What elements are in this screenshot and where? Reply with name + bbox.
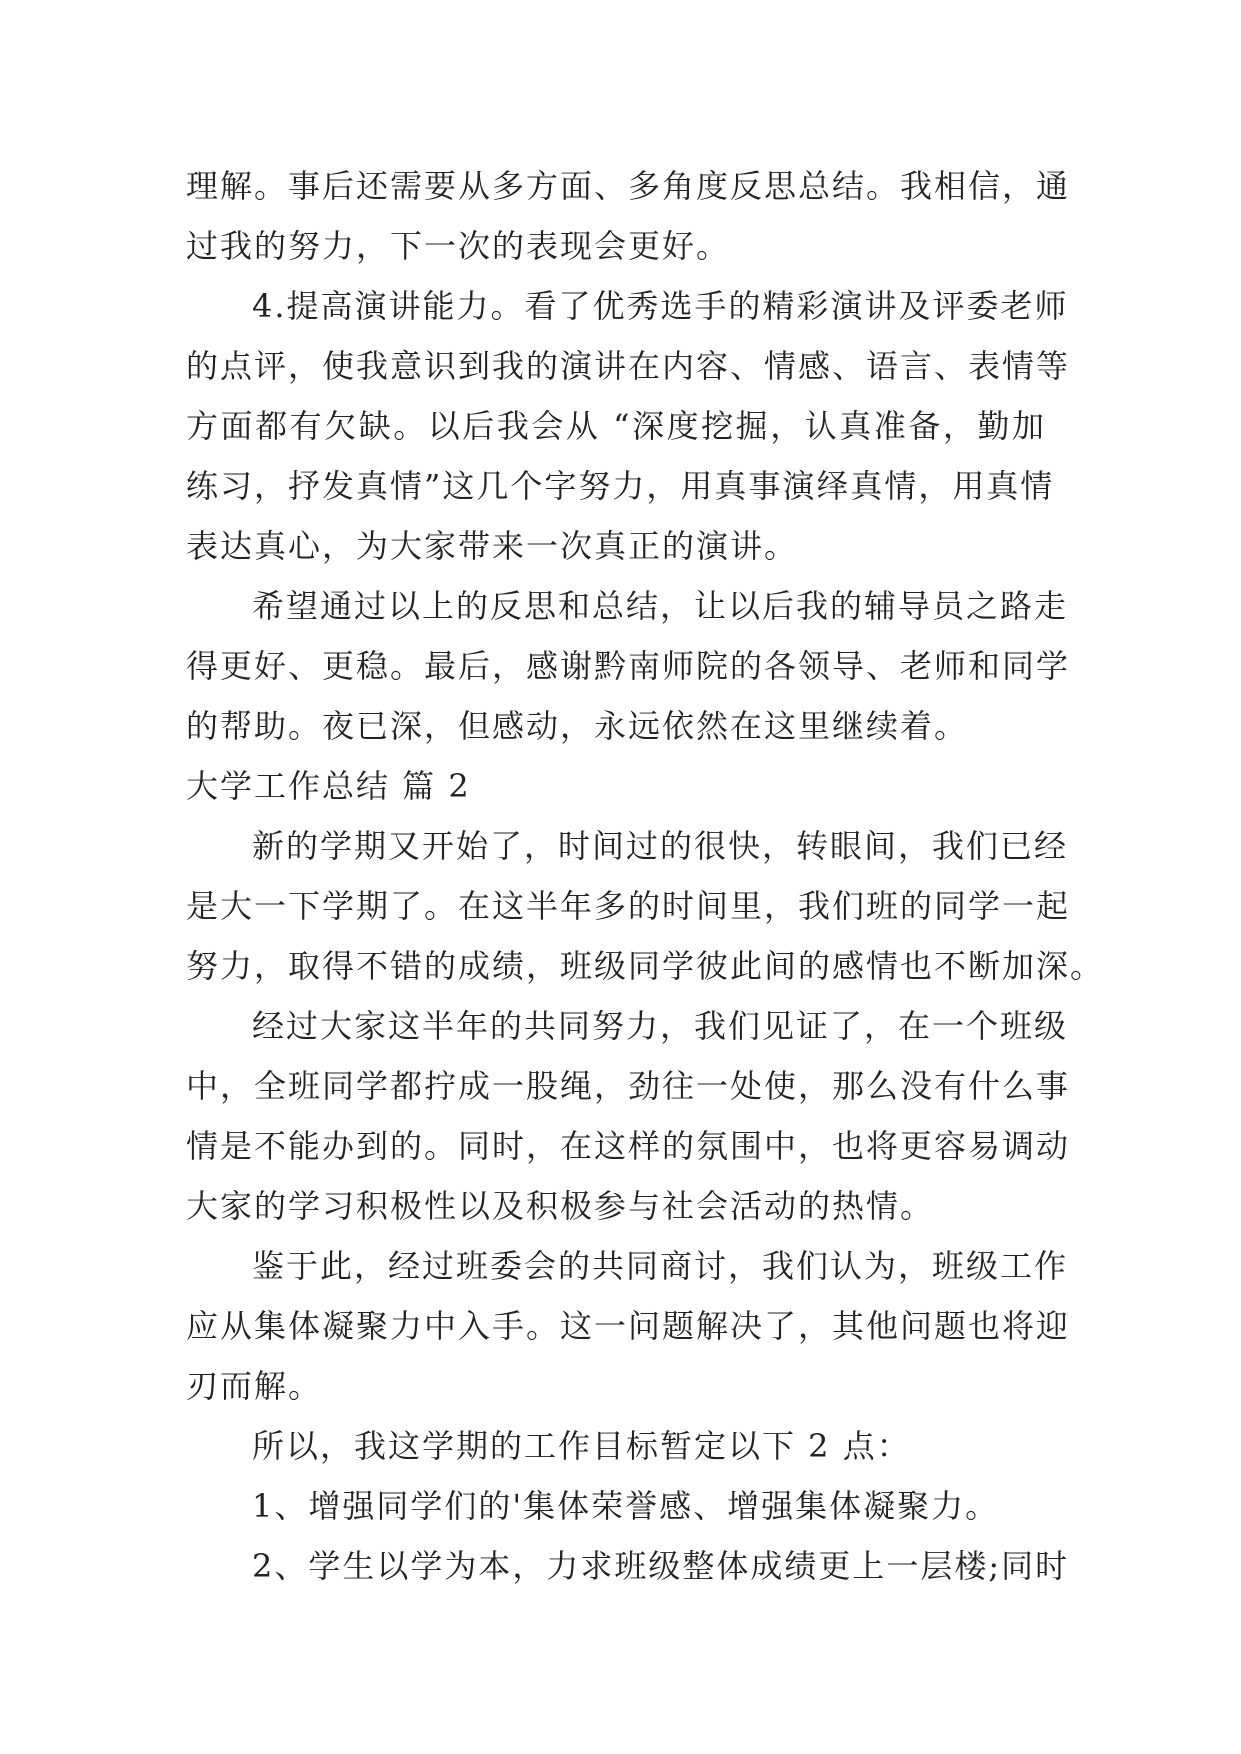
para-goals-intro	[186, 1416, 1046, 1476]
para-new-semester	[186, 816, 1105, 996]
text-line: 经过大家这半年的共同努力，我们见证了，在一个班级	[252, 1007, 1069, 1045]
text-line: 方面都有欠缺。以后我会从 “深度挖掘，认真准备，勤加	[186, 407, 1046, 445]
text-line: 4.提高演讲能力。看了优秀选手的精彩演讲及评委老师	[252, 287, 1069, 325]
text-line: 情是不能办到的。同时，在这样的氛围中，也将更容易调动	[186, 1127, 1071, 1165]
text-line: 大家的学习积极性以及积极参与社会活动的热情。	[186, 1187, 935, 1225]
text-line: 所以，我这学期的工作目标暂定以下 2 点：	[252, 1427, 911, 1465]
para-reflection-ending	[186, 156, 1071, 276]
text-line: 1、增强同学们的'集体荣誉感、增强集体凝聚力。	[252, 1487, 1000, 1525]
heading-text: 大学工作总结 篇 2	[186, 767, 471, 805]
para-goal-1	[186, 1476, 1046, 1536]
section-heading	[186, 756, 1046, 816]
text-line: 是大一下学期了。在这半年多的时间里，我们班的同学一起	[186, 887, 1071, 925]
text-line: 努力，取得不错的成绩，班级同学彼此间的感情也不断加深。	[186, 947, 1105, 985]
text-line: 练习，抒发真情”这几个字努力，用真事演绎真情，用真情	[186, 467, 1055, 505]
text-line: 得更好、更稳。最后，感谢黔南师院的各领导、老师和同学	[186, 647, 1071, 685]
text-line: 的点评，使我意识到我的演讲在内容、情感、语言、表情等	[186, 347, 1071, 385]
text-line: 新的学期又开始了，时间过的很快，转眼间，我们已经	[252, 827, 1069, 865]
para-goal-2	[186, 1536, 1070, 1596]
para-closing-thanks	[186, 576, 1071, 756]
document-body	[186, 156, 1105, 1596]
para-class-unity	[186, 996, 1071, 1236]
text-line: 鉴于此，经过班委会的共同商讨，我们认为，班级工作	[252, 1247, 1069, 1285]
text-line: 刃而解。	[186, 1367, 323, 1405]
text-line: 理解。事后还需要从多方面、多角度反思总结。我相信，通	[186, 167, 1071, 205]
para-committee-discussion	[186, 1236, 1071, 1416]
text-line: 的帮助。夜已深，但感动，永远依然在这里继续着。	[186, 707, 969, 745]
text-line: 表达真心，为大家带来一次真正的演讲。	[186, 527, 799, 565]
text-line: 中，全班同学都拧成一股绳，劲往一处使，那么没有什么事	[186, 1067, 1071, 1105]
text-line: 应从集体凝聚力中入手。这一问题解决了，其他问题也将迎	[186, 1307, 1071, 1345]
para-speech-ability	[186, 276, 1071, 576]
text-line: 希望通过以上的反思和总结，让以后我的辅导员之路走	[252, 587, 1069, 625]
text-line: 2、学生以学为本，力求班级整体成绩更上一层楼;同时	[252, 1547, 1070, 1585]
text-line: 过我的努力，下一次的表现会更好。	[186, 227, 731, 265]
